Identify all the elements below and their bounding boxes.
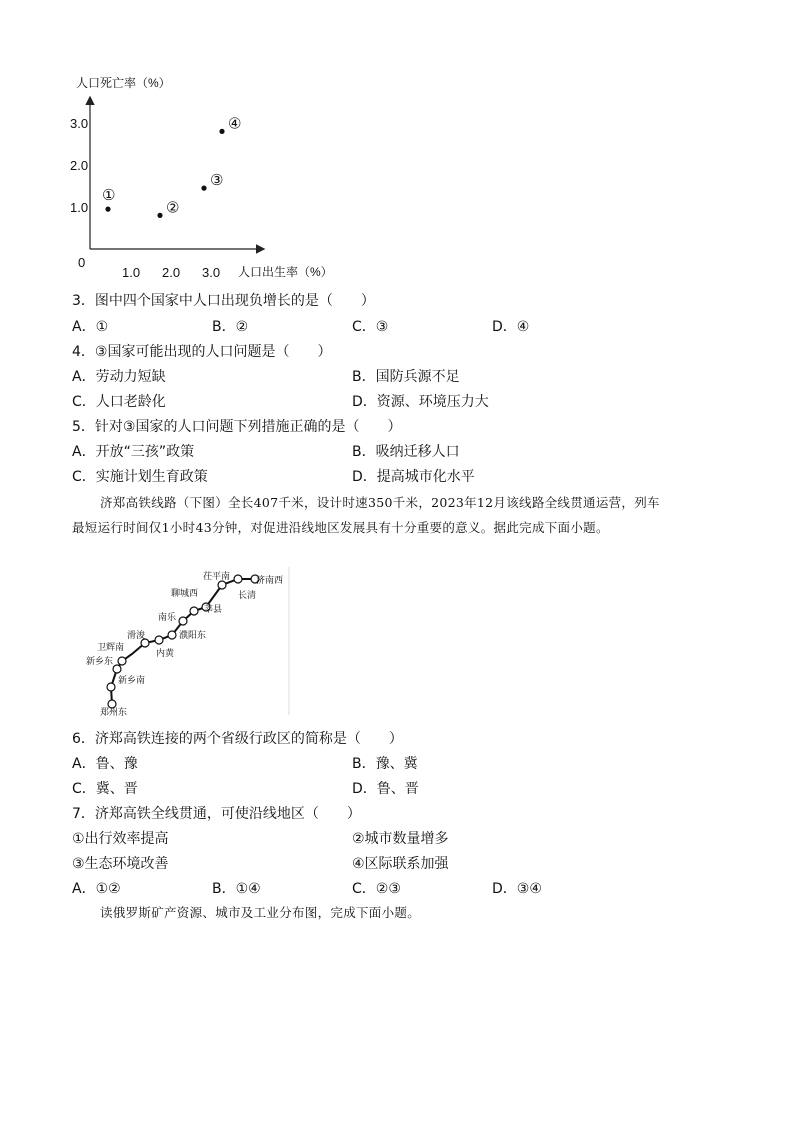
station-zhengzhoudong bbox=[108, 700, 116, 708]
q3-option-d[interactable]: D．④ bbox=[492, 319, 530, 335]
data-point bbox=[201, 186, 206, 191]
label-neihuang: 内黄 bbox=[156, 649, 175, 659]
label-huajun: 滑浚 bbox=[127, 631, 146, 641]
q7-option-d[interactable]: D．③④ bbox=[492, 881, 542, 897]
q3-stem: 3．图中四个国家中人口出现负增长的是（ ） bbox=[72, 293, 375, 309]
q5-stem: 5．针对③国家的人口问题下列措施正确的是（ ） bbox=[72, 419, 402, 435]
x-axis-label: 人口出生率（%） bbox=[238, 265, 333, 279]
q7-option-c[interactable]: C．②③ bbox=[352, 881, 401, 897]
q7-stem: 7．济郑高铁全线贯通，可使沿线地区（ ） bbox=[72, 806, 361, 822]
passage-rail bbox=[72, 490, 732, 540]
q3-option-b[interactable]: B．② bbox=[212, 319, 249, 335]
q6-stem: 6．济郑高铁连接的两个省级行政区的简称是（ ） bbox=[72, 731, 403, 747]
label-changqing: 长清 bbox=[238, 591, 257, 601]
station-shenxian bbox=[190, 607, 198, 615]
scatter-chart bbox=[60, 68, 350, 286]
data-point bbox=[157, 213, 162, 218]
label-jinanxi: 济南西 bbox=[256, 576, 284, 586]
passage-rail-line-1: 济郑高铁线路（下图）全长407千米，设计时速350千米，2023年12月该线路全线贯通运营，列车 bbox=[100, 495, 660, 510]
q7-item-2: ②城市数量增多 bbox=[352, 831, 449, 847]
y-tick-label: 1.0 bbox=[70, 200, 89, 215]
data-point bbox=[219, 129, 224, 134]
y-tick-label: 2.0 bbox=[70, 158, 89, 173]
origin-label: 0 bbox=[78, 255, 86, 270]
passage-russia-line: 读俄罗斯矿产资源、城市及工业分布图，完成下面小题。 bbox=[100, 905, 421, 920]
label-xinxiangnan: 新乡南 bbox=[118, 676, 146, 686]
label-liaochengxi: 聊城西 bbox=[171, 589, 199, 599]
q5-option-d[interactable]: D．提高城市化水平 bbox=[352, 469, 475, 485]
label-weihuinan: 卫辉南 bbox=[97, 643, 125, 653]
q7-option-b[interactable]: B．①④ bbox=[212, 881, 261, 897]
station-neihuang bbox=[155, 636, 163, 644]
q6-option-d[interactable]: D．鲁、晋 bbox=[352, 781, 419, 797]
q5-option-c[interactable]: C．实施计划生育政策 bbox=[72, 469, 208, 485]
q7-option-a[interactable]: A．①② bbox=[72, 881, 121, 897]
passage-rail-line-2: 最短运行时间仅1小时43分钟，对促进沿线地区发展具有十分重要的意义。据此完成下面小题。 bbox=[72, 520, 609, 535]
data-point-label: ④ bbox=[228, 114, 242, 133]
station-weihuinan bbox=[118, 657, 126, 665]
q4-option-d[interactable]: D．资源、环境压力大 bbox=[352, 394, 489, 410]
label-shenxian: 莘县 bbox=[204, 605, 223, 615]
data-point-label: ② bbox=[166, 198, 180, 217]
x-tick-label: 1.0 bbox=[122, 265, 141, 280]
q3-option-a[interactable]: A．① bbox=[72, 319, 109, 335]
q4-option-b[interactable]: B．国防兵源不足 bbox=[352, 369, 460, 385]
label-zhengzhoudong: 郑州东 bbox=[100, 708, 128, 717]
station-puyangdong bbox=[168, 631, 176, 639]
q4-stem: 4．③国家可能出现的人口问题是（ ） bbox=[72, 344, 332, 360]
q5-option-b[interactable]: B．吸纳迁移人口 bbox=[352, 444, 460, 460]
x-tick-label: 3.0 bbox=[202, 265, 221, 280]
label-puyangdong: 濮阳东 bbox=[179, 631, 207, 641]
label-chipingnan: 茌平南 bbox=[203, 572, 231, 582]
station-xinxiangnan bbox=[107, 683, 115, 691]
y-axis-label: 人口死亡率（%） bbox=[76, 76, 171, 90]
data-point-label: ③ bbox=[210, 171, 224, 190]
label-nanle: 南乐 bbox=[158, 613, 177, 623]
x-tick-label: 2.0 bbox=[162, 265, 181, 280]
q7-item-1: ①出行效率提高 bbox=[72, 831, 169, 847]
q6-option-a[interactable]: A．鲁、豫 bbox=[72, 756, 138, 772]
passage-russia bbox=[72, 900, 732, 925]
station-changqing bbox=[234, 575, 242, 583]
q4-option-c[interactable]: C．人口老龄化 bbox=[72, 394, 166, 410]
rail-route-map bbox=[80, 565, 295, 717]
q6-option-c[interactable]: C．冀、晋 bbox=[72, 781, 138, 797]
q7-item-3: ③生态环境改善 bbox=[72, 856, 169, 872]
station-nanle bbox=[179, 617, 187, 625]
q3-option-c[interactable]: C．③ bbox=[352, 319, 389, 335]
q6-option-b[interactable]: B．豫、冀 bbox=[352, 756, 418, 772]
station-chipingnan bbox=[218, 581, 226, 589]
data-point bbox=[105, 207, 110, 212]
data-point-label: ① bbox=[102, 186, 116, 205]
q5-option-a[interactable]: A．开放“三孩”政策 bbox=[72, 444, 195, 460]
q7-item-4: ④区际联系加强 bbox=[352, 856, 449, 872]
label-xinxiangdong: 新乡东 bbox=[86, 657, 114, 667]
q4-option-a[interactable]: A．劳动力短缺 bbox=[72, 369, 166, 385]
station-xinxiangdong bbox=[113, 665, 121, 673]
y-tick-label: 3.0 bbox=[70, 116, 89, 131]
